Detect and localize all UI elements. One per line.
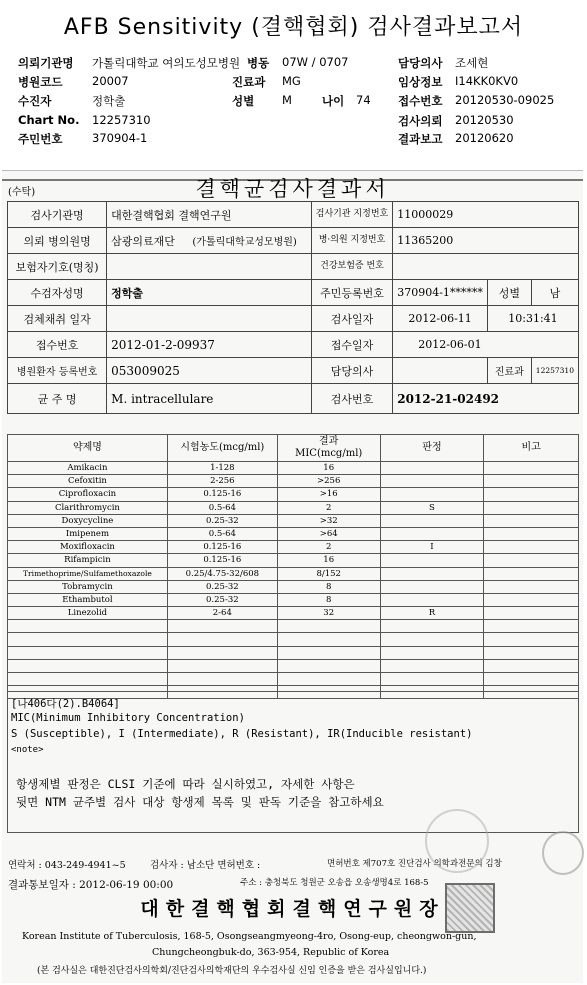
receipt-value: 20120530-09025 [455, 93, 555, 107]
lab-label: 검사기관명 [8, 202, 107, 228]
table-row [8, 541, 579, 554]
species-label: 균 주 명 [8, 384, 107, 414]
drug-conc-cell: 0.125-16 [167, 554, 277, 567]
drug-mic-cell [277, 673, 380, 686]
table-row [8, 646, 579, 659]
doc-title: 결핵균검사결과서 [195, 177, 390, 201]
drug-mic-cell: >256 [277, 475, 380, 488]
notes-sir: S (Susceptible), I (Intermediate), R (Resistant), IR(Inducible resistant) [11, 728, 473, 740]
collect-value [107, 306, 312, 332]
drug-note-cell [484, 580, 579, 593]
drug-interp-cell [380, 620, 484, 633]
patient-label: 수진자 [18, 94, 52, 108]
drug-drug-cell: Ethambutol [8, 593, 168, 606]
table-row [8, 673, 579, 686]
drug-mic-cell: 16 [277, 462, 380, 475]
test-date-value: 2012-06-11 [393, 306, 488, 332]
table-row [8, 593, 579, 606]
dept-label2: 진료과 [487, 358, 531, 384]
dept-value2: 12257310 [531, 358, 578, 384]
drug-conc-cell: 0.125-16 [167, 488, 277, 501]
report-date-label: 결과보고 [398, 132, 443, 146]
susceptibility-table [7, 434, 579, 699]
age-value: 74 [356, 93, 371, 107]
notes-tag: <note> [11, 745, 44, 755]
drug-note-cell [484, 567, 579, 580]
rrn-label: 주민번호 [18, 132, 63, 146]
age-label: 나이 [322, 94, 345, 108]
chart-label: Chart No. [18, 113, 80, 127]
drug-interp-cell [380, 659, 484, 672]
report-header [0, 0, 587, 168]
drug-note-cell [484, 475, 579, 488]
id-value: 370904-1****** [393, 280, 488, 306]
drug-conc-cell: 2-64 [167, 607, 277, 620]
mic-header-top: 결과 [319, 436, 339, 447]
clinical-value: I14KK0KV0 [455, 74, 519, 88]
drug-note-cell [484, 527, 579, 540]
drug-conc-cell: 0.25-32 [167, 593, 277, 606]
notes-line1: 항생제별 판정은 CLSI 기준에 따라 실시하였고, 자세한 사항은 [16, 777, 355, 791]
drug-conc-cell: 0.5-64 [167, 501, 277, 514]
lab-no-label: 검사기관 지정번호 [311, 202, 392, 228]
mic-header [277, 435, 380, 462]
accreditation-stamp [542, 831, 584, 875]
table-row [8, 306, 579, 332]
pt-no-value: 053009025 [107, 358, 312, 384]
test-date-label: 검사일자 [311, 306, 392, 332]
req-label: 의뢰 병의원명 [8, 228, 107, 254]
sex-value: M [282, 93, 292, 107]
drug-interp-cell [380, 527, 484, 540]
drug-conc-cell: 1-128 [167, 462, 277, 475]
table-row [8, 202, 579, 228]
drug-drug-cell [8, 646, 168, 659]
request-date-value: 20120530 [455, 113, 514, 127]
table-row [8, 607, 579, 620]
table-row [8, 527, 579, 540]
round-stamp [425, 809, 489, 873]
footer-contact: 연락처 : 043-249-4941~5 [8, 860, 126, 871]
drug-conc-cell: 2-256 [167, 475, 277, 488]
receipt-label: 접수번호 [398, 94, 443, 108]
notes-code: [나406다(2).B4064] [11, 698, 120, 710]
table-row [8, 580, 579, 593]
drug-mic-cell: 2 [277, 501, 380, 514]
drug-note-cell [484, 541, 579, 554]
req-sub: (가톨릭대학교성모병원) [192, 236, 297, 248]
drug-interp-cell [380, 633, 484, 646]
table-row [8, 384, 579, 414]
table-row [8, 254, 579, 280]
drug-note-cell [484, 462, 579, 475]
drug-mic-cell: >16 [277, 488, 380, 501]
ins-no-label: 건강보험증 번호 [311, 254, 392, 280]
rrn-value: 370904-1 [92, 131, 148, 145]
official-seal [445, 883, 495, 933]
drug-interp-cell [380, 488, 484, 501]
drug-mic-cell: >64 [277, 527, 380, 540]
species-value: M. intracellulare [107, 384, 312, 414]
doctor-label2: 담당의사 [311, 358, 392, 384]
drug-note-cell [484, 633, 579, 646]
drug-mic-cell: >32 [277, 514, 380, 527]
drug-note-cell [484, 659, 579, 672]
sex-label: 성별 [232, 94, 255, 108]
drug-interp-cell [380, 475, 484, 488]
drug-drug-cell [8, 620, 168, 633]
hosp-code-value: 20007 [92, 74, 129, 88]
lab-no-value: 11000029 [393, 202, 579, 228]
drug-mic-cell [277, 620, 380, 633]
table-row [8, 462, 579, 475]
drug-note-cell [484, 514, 579, 527]
footer-examiner: 검사자 : 남소단 면허번호 : [150, 860, 261, 871]
ins-label: 보험자기호(명칭) [8, 254, 107, 280]
drug-mic-cell: 8 [277, 593, 380, 606]
table-row [8, 554, 579, 567]
patient-info-table [7, 201, 579, 414]
drug-mic-cell: 32 [277, 607, 380, 620]
drug-interp-cell [380, 567, 484, 580]
conc-header: 시험농도(mcg/ml) [167, 435, 277, 462]
req-no-label: 병·의원 지정번호 [311, 228, 392, 254]
footer-address-en1: Korean Institute of Tuberculosis, 168-5, Osongseangmyeong-4ro, Osong-eup, cheongwon-gun, [22, 931, 477, 942]
doctor-value: 조세현 [455, 56, 489, 70]
drug-interp-cell [380, 646, 484, 659]
drug-conc-cell [167, 673, 277, 686]
drug-conc-cell: 0.5-64 [167, 527, 277, 540]
drug-conc-cell: 0.25/4.75-32/608 [167, 567, 277, 580]
recv-no-label: 접수번호 [8, 332, 107, 358]
footer-address-en2: Chungcheongbuk-do, 363-954, Republic of Korea [152, 947, 390, 958]
drug-note-cell [484, 488, 579, 501]
drug-mic-cell [277, 633, 380, 646]
table-row [8, 659, 579, 672]
note-header: 비고 [484, 435, 579, 462]
drug-conc-cell: 0.25-32 [167, 514, 277, 527]
footer-cert: (본 검사실은 대한진단검사의학회/진단검사의학재단의 우수검사실 신임 인증을 받은 검사실입니다.) [37, 966, 427, 976]
table-row [8, 633, 579, 646]
report-title: AFB Sensitivity (결핵협회) 검사결과보고서 [63, 15, 524, 40]
ward-value: 07W / 0707 [282, 55, 349, 69]
drug-interp-cell: S [380, 501, 484, 514]
institute-name: 대한결핵협회결핵연구원장 [140, 898, 445, 920]
drug-note-cell [484, 646, 579, 659]
req-no-value: 11365200 [393, 228, 579, 254]
name-value: 정학출 [107, 280, 312, 306]
report-date-value: 20120620 [455, 131, 514, 145]
patient-value: 정학출 [92, 94, 126, 108]
drug-header: 약제명 [8, 435, 168, 462]
drug-mic-cell: 8/152 [277, 567, 380, 580]
doctor-label: 담당의사 [398, 56, 443, 70]
table-row [8, 488, 579, 501]
lab-value: 대한결핵협회 결핵연구원 [107, 202, 312, 228]
sex-label2: 성별 [487, 280, 531, 306]
drug-drug-cell: Rifampicin [8, 554, 168, 567]
footer-notify: 결과통보일자 : 2012-06-19 00:00 [8, 879, 174, 891]
drug-note-cell [484, 593, 579, 606]
drug-interp-cell: I [380, 541, 484, 554]
drug-note-cell [484, 554, 579, 567]
drug-conc-cell [167, 646, 277, 659]
drug-note-cell [484, 501, 579, 514]
mic-header-bottom: MIC(mcg/ml) [295, 448, 363, 459]
notes-mic: MIC(Minimum Inhibitory Concentration) [11, 712, 245, 724]
table-header-row [8, 435, 579, 462]
ward-label: 병동 [247, 56, 270, 70]
name-label: 수검자성명 [8, 280, 107, 306]
drug-drug-cell: Amikacin [8, 462, 168, 475]
test-time-value: 10:31:41 [487, 306, 578, 332]
request-date-label: 검사의뢰 [398, 114, 443, 128]
drug-drug-cell [8, 673, 168, 686]
drug-rows [8, 462, 579, 699]
org-value: 가톨릭대학교 여의도성모병원 [92, 56, 241, 70]
drug-mic-cell: 2 [277, 541, 380, 554]
drug-interp-cell: R [380, 607, 484, 620]
drug-drug-cell [8, 659, 168, 672]
drug-mic-cell: 16 [277, 554, 380, 567]
recv-date-value: 2012-06-01 [393, 332, 579, 358]
req-cell [107, 228, 312, 254]
table-row [8, 514, 579, 527]
table-row [8, 620, 579, 633]
drug-interp-cell [380, 580, 484, 593]
footer-address-kr: 주소 : 충청북도 청원군 오송읍 오송생명4로 168-5 [240, 878, 429, 888]
req-value: 삼광의료재단 [111, 234, 175, 248]
doctor-value2 [393, 358, 488, 384]
scanned-report [2, 170, 583, 983]
drug-drug-cell: Cefoxitin [8, 475, 168, 488]
drug-drug-cell: Linezolid [8, 607, 168, 620]
drug-conc-cell [167, 633, 277, 646]
drug-conc-cell: 0.125-16 [167, 541, 277, 554]
drug-mic-cell [277, 659, 380, 672]
hosp-code-label: 병원코드 [18, 75, 63, 89]
chart-value: 12257310 [92, 113, 151, 127]
org-label: 의뢰기관명 [18, 56, 74, 70]
drug-note-cell [484, 620, 579, 633]
drug-note-cell [484, 607, 579, 620]
drug-drug-cell: Tobramycin [8, 580, 168, 593]
collect-label: 검체채취 일자 [8, 306, 107, 332]
drug-interp-cell [380, 593, 484, 606]
drug-interp-cell [380, 462, 484, 475]
consign-tag: (수탁) [8, 187, 36, 198]
drug-interp-cell [380, 673, 484, 686]
drug-interp-cell [380, 514, 484, 527]
drug-conc-cell [167, 659, 277, 672]
table-row [8, 567, 579, 580]
pt-no-label: 병원환자 등록번호 [8, 358, 107, 384]
drug-note-cell [484, 673, 579, 686]
clinical-label: 임상정보 [398, 75, 443, 89]
drug-interp-cell [380, 554, 484, 567]
test-no-label: 검사번호 [311, 384, 392, 414]
interp-header: 판정 [380, 435, 484, 462]
drug-drug-cell: Doxycycline [8, 514, 168, 527]
ins-value [107, 254, 312, 280]
dept-label: 진료과 [232, 75, 266, 89]
dept-value: MG [282, 74, 301, 88]
notes-line2: 뒷면 NTM 균주별 검사 대상 항생제 목록 및 판독 기준을 참고하세요 [16, 795, 384, 809]
table-row [8, 280, 579, 306]
drug-drug-cell [8, 633, 168, 646]
ins-no-value [393, 254, 579, 280]
drug-mic-cell: 8 [277, 580, 380, 593]
drug-mic-cell [277, 646, 380, 659]
notes-box [7, 691, 579, 833]
drug-conc-cell: 0.25-32 [167, 580, 277, 593]
table-row [8, 475, 579, 488]
footer-license: 면허번호 제707호 진단검사 의학과전문의 김창 [327, 859, 502, 869]
drug-drug-cell: Imipenem [8, 527, 168, 540]
recv-no-value: 2012-01-2-09937 [107, 332, 312, 358]
sex-value2: 남 [531, 280, 578, 306]
table-row [8, 228, 579, 254]
drug-drug-cell: Clarithromycin [8, 501, 168, 514]
recv-date-label: 접수일자 [311, 332, 392, 358]
test-no-value: 2012-21-02492 [393, 384, 579, 414]
id-label: 주민등록번호 [311, 280, 392, 306]
drug-conc-cell [167, 620, 277, 633]
drug-drug-cell: Ciprofloxacin [8, 488, 168, 501]
drug-drug-cell: Moxifloxacin [8, 541, 168, 554]
drug-drug-cell: Trimethoprime/Sulfamethoxazole [8, 567, 168, 580]
table-row [8, 358, 579, 384]
table-row [8, 332, 579, 358]
table-row [8, 501, 579, 514]
